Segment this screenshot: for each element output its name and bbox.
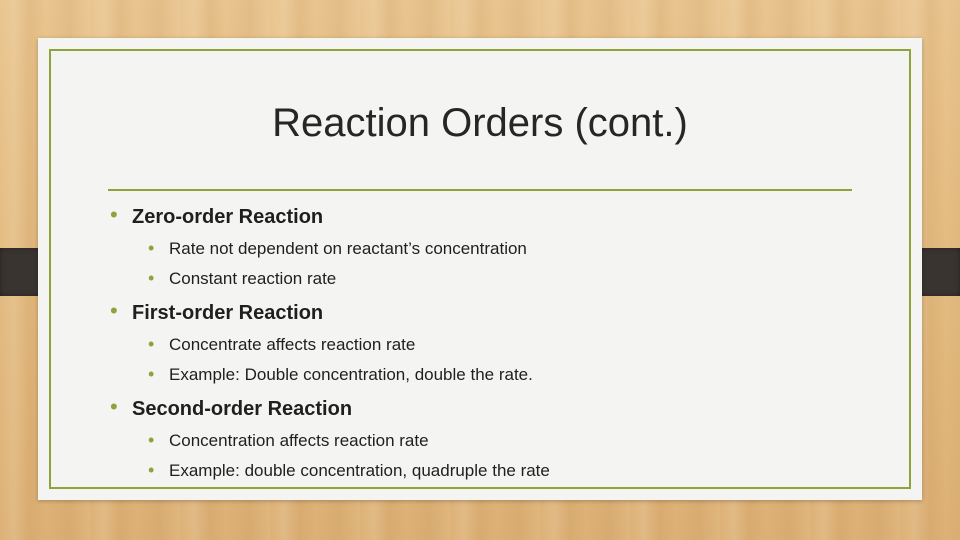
bullet-zero-order: [110, 203, 882, 231]
bullet-icon: •: [110, 394, 118, 419]
sub-bullet: [110, 267, 882, 291]
sub-bullet: [110, 237, 882, 261]
sub-bullet: [110, 459, 882, 483]
bullet-first-order: [110, 299, 882, 327]
sub-bullet-text: Constant reaction rate: [169, 269, 337, 288]
sub-bullet-text: Example: double concentration, quadruple the rate: [169, 461, 550, 480]
sub-bullet-text: Concentration affects reaction rate: [169, 431, 429, 450]
sub-bullet: [110, 333, 882, 357]
bullet-icon: •: [110, 202, 118, 227]
bullet-icon: •: [148, 334, 155, 354]
slide-title: Reaction Orders (cont.): [272, 101, 688, 145]
bullet-icon: •: [148, 430, 155, 450]
bullet-text: First-order Reaction: [132, 302, 324, 324]
bullet-list: [110, 203, 882, 483]
sub-bullet: [110, 363, 882, 387]
sub-bullet-text: Concentrate affects reaction rate: [169, 335, 416, 354]
bullet-icon: •: [148, 268, 155, 288]
bullet-text: Second-order Reaction: [132, 398, 353, 420]
bullet-second-order: [110, 395, 882, 423]
bullet-icon: •: [110, 298, 118, 323]
sub-bullet: [110, 429, 882, 453]
slide-card: [38, 38, 922, 500]
bullet-icon: •: [148, 460, 155, 480]
sub-bullet-text: Rate not dependent on reactant’s concentration: [169, 239, 527, 258]
sub-bullet-text: Example: Double concentration, double the rate.: [169, 365, 533, 384]
bullet-icon: •: [148, 364, 155, 384]
bullet-text: Zero-order Reaction: [132, 206, 324, 228]
bullet-icon: •: [148, 238, 155, 258]
title-divider: [108, 189, 852, 191]
